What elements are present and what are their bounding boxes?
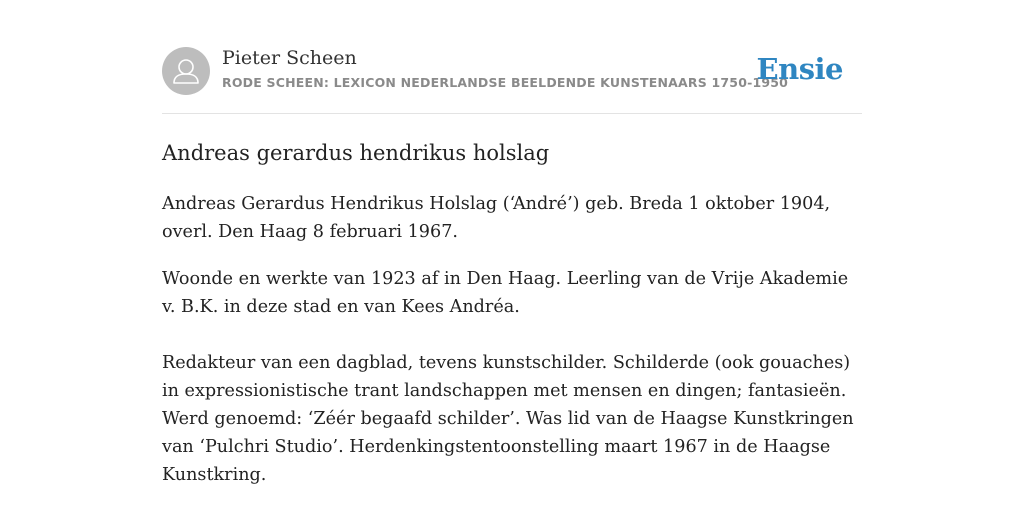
header-divider	[162, 113, 862, 114]
article-paragraph: Andreas Gerardus Hendrikus Holslag (‘André’) geb. Breda 1 oktober 1904, overl. Den Haag 8 februari 1967.	[162, 194, 831, 242]
user-icon	[162, 47, 210, 95]
author-avatar[interactable]	[162, 47, 210, 95]
article-paragraph: Redakteur van een dagblad, tevens kunstschilder. Schilderde (ook gouaches) in expressionistische trant landschappen met mensen en dingen; fantasieën. Werd genoemd: ‘Zéér begaafd schilder’. Was lid van de Haagse Kunstkringen van ‘Pulchri Studio’. Herdenkingstentoonstelling maart 1967 in de Haagse Kunstkring.	[162, 353, 854, 485]
source-label[interactable]: RODE SCHEEN: LEXICON NEDERLANDSE BEELDENDE KUNSTENAARS 1750-1950	[222, 75, 789, 90]
article-paragraph: Woonde en werkte van 1923 af in Den Haag. Leerling van de Vrije Akademie v. B.K. in deze stad en van Kees Andréa.	[162, 269, 849, 317]
author-name[interactable]: Pieter Scheen	[222, 47, 357, 69]
article-header	[162, 46, 862, 96]
ensie-logo[interactable]: Ensie	[756, 52, 843, 86]
page-title: Andreas gerardus hendrikus holslag	[162, 141, 550, 165]
